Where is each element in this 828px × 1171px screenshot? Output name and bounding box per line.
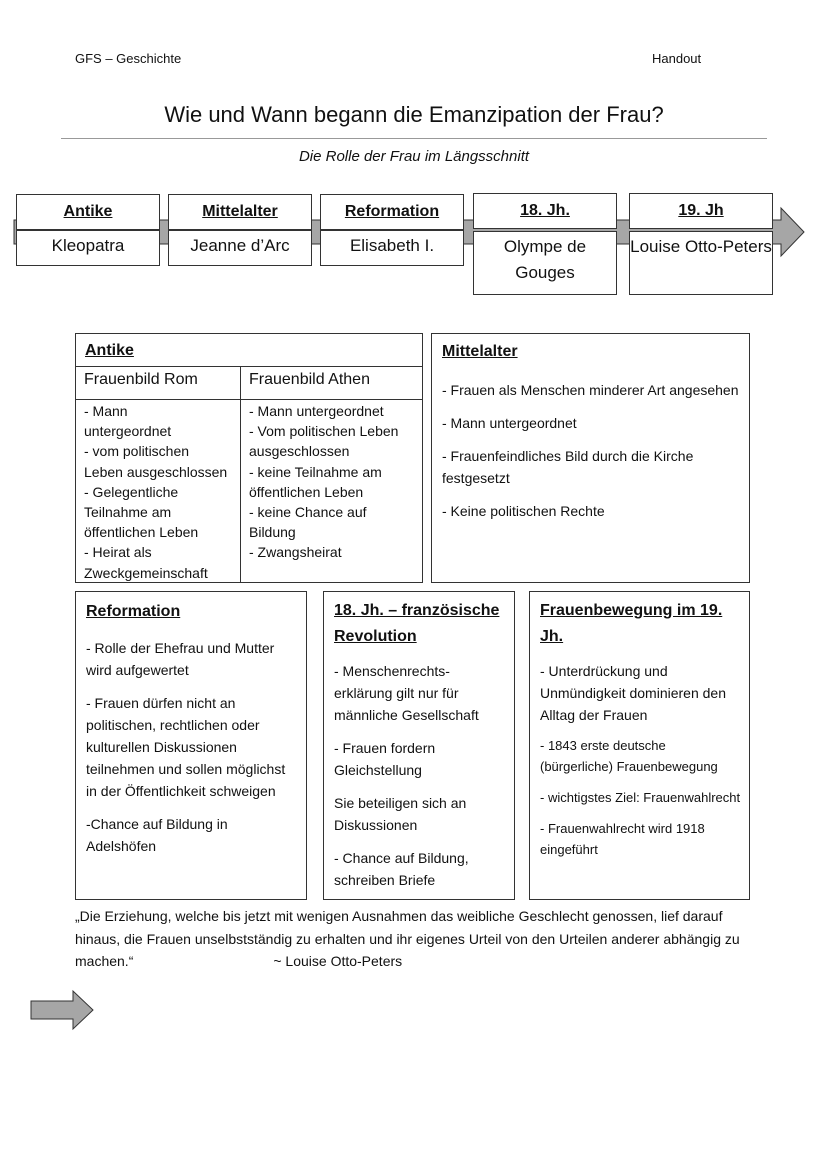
mittelalter-point: - Frauen als Menschen minderer Art angesehen <box>442 382 739 398</box>
reformation-point: - Rolle der Ehefrau und Mutter wird aufgewertet <box>86 640 275 678</box>
timeline-person-jeanne: Jeanne d’Arc <box>168 230 312 266</box>
timeline-era-18jh: 18. Jh. <box>473 193 617 229</box>
next-arrow-icon <box>28 988 98 1034</box>
mittelalter-point: - Frauenfeindliches Bild durch die Kirche festgesetzt <box>442 448 694 486</box>
antike-box <box>75 333 423 583</box>
timeline-person-olympe: Olympe de Gouges <box>473 231 617 295</box>
antike-athen-text: - Mann untergeordnet - Vom politischen Leben ausgeschlossen - keine Teilnahme am öffentlichen Leben - keine Chance auf Bildung - Zwangsheirat <box>249 403 399 561</box>
reformation-point: - Frauen dürfen nicht an politischen, rechtlichen oder kulturellen Diskussionen teilnehmen und sollen möglichst in der Öffentlichkeit schweigen <box>86 695 286 799</box>
jh19-lead: - Unterdrückung und Unmündigkeit dominieren den Alltag der Frauen <box>540 663 726 723</box>
reformation-point: -Chance auf Bildung in Adelshöfen <box>86 816 228 854</box>
page-subtitle: Die Rolle der Frau im Längsschnitt <box>298 148 530 165</box>
jh19-point: - wichtigstes Ziel: Frauenwahlrecht <box>540 790 741 805</box>
timeline-era-reformation: Reformation <box>320 194 464 230</box>
jh18-title-line2: Revolution <box>334 628 417 645</box>
jh18-title: 18. Jh. – französische <box>334 602 500 619</box>
quote-block <box>75 905 755 973</box>
mittelalter-point: - Mann untergeordnet <box>442 415 577 431</box>
jh18-point: Sie beteiligen sich an Diskussionen <box>334 795 467 833</box>
mittelalter-title: Mittelalter <box>442 343 518 360</box>
antike-col-rom: Frauenbild Rom <box>76 367 241 400</box>
jh19-title-line2: Jh. <box>540 628 564 645</box>
mittelalter-point: - Keine politischen Rechte <box>442 503 605 519</box>
mittelalter-box <box>431 333 750 583</box>
timeline-person-elisabeth: Elisabeth I. <box>320 230 464 266</box>
header-doc-type: Handout <box>652 51 702 66</box>
jh19-point: - Frauenwahlrecht wird 1918 eingeführt <box>540 821 705 857</box>
timeline-era-mittelalter: Mittelalter <box>168 194 312 230</box>
antike-title: Antike <box>85 342 134 359</box>
timeline-person-kleopatra: Kleopatra <box>16 230 160 266</box>
reformation-box <box>75 591 307 900</box>
jh18-point: - Frauen fordern Gleichstellung <box>334 740 436 778</box>
antike-rom-text: - Mann untergeordnet - vom politischen Leben ausgeschlossen - Gelegentliche Teilnahme am öffentlichen Leben - Heirat als Zweckgemeinschaft <box>76 400 241 582</box>
timeline-era-19jh: 19. Jh <box>629 193 773 229</box>
jh18-box <box>323 591 515 900</box>
quote-text: „Die Erziehung, welche bis jetzt mit wenigen Ausnahmen das weibliche Geschlecht genossen, lief darauf hinaus, die Frauen unselbstständig zu erhalten und ihr eigenes Urteil von den Urteilen anderer abhängig zu machen.“ <box>75 908 740 969</box>
jh19-point: - 1843 erste deutsche (bürgerliche) Frauenbewegung <box>540 738 718 774</box>
antike-col-athen: Frauenbild Athen <box>241 367 422 400</box>
page-title: Wie und Wann begann die Emanzipation der Frau? <box>164 102 664 127</box>
jh18-point: - Chance auf Bildung, schreiben Briefe <box>334 850 469 888</box>
timeline-era-antike: Antike <box>16 194 160 230</box>
reformation-title: Reformation <box>86 603 181 620</box>
jh19-box <box>529 591 750 900</box>
quote-author: ~ Louise Otto-Peters <box>273 953 403 969</box>
timeline-person-louise: Louise Otto-Peters <box>629 231 773 295</box>
jh19-title: Frauenbewegung im 19. <box>540 602 723 619</box>
header-subject: GFS – Geschichte <box>75 51 182 66</box>
jh18-point: - Menschenrechts-erklärung gilt nur für männliche Gesellschaft <box>334 663 479 723</box>
